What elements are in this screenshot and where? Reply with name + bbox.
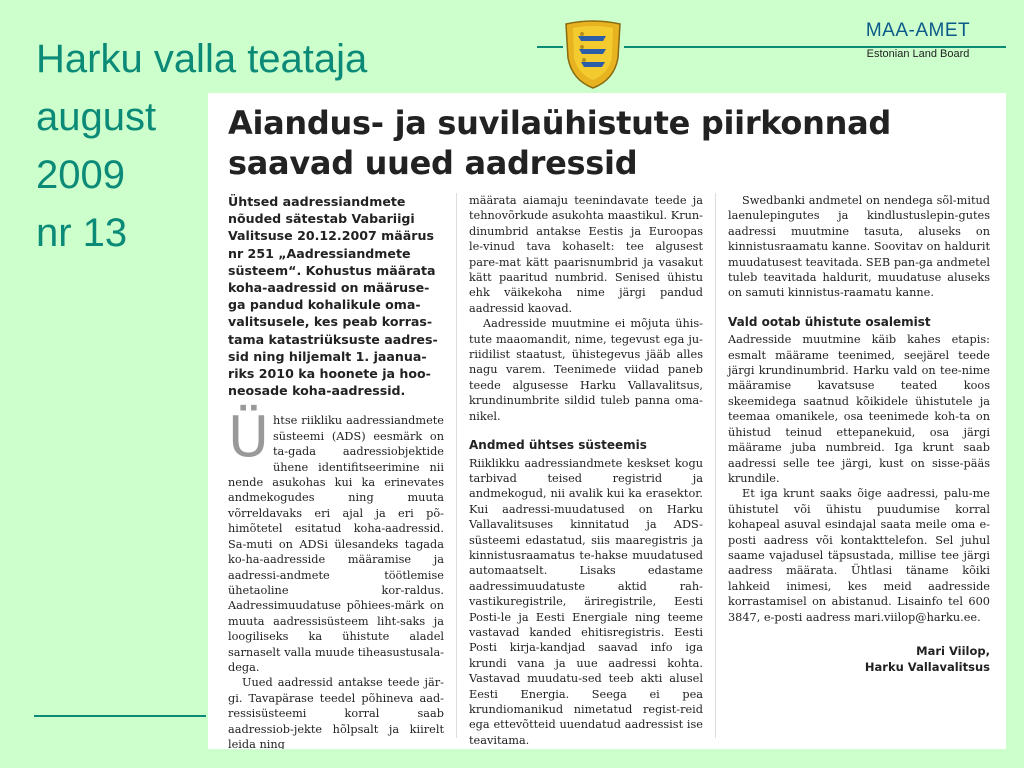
column-divider: [715, 193, 716, 738]
article-headline: [228, 103, 988, 183]
article-column-3: [728, 193, 990, 675]
article-paragraph: Swedbanki andmetel on nendega sõl-mitud laenulepingutes ja kindlustuslepin-gutes aadressi muutmine tasuta, aluseks on kinnistusraamatu kanne. Soovitav on haldurit muudatusest teavitada. SEB pan-ga andmetel tuleb teavitada haldurit, muudatuse aluseks on samuti kinnistus-raamatu kanne.: [728, 194, 990, 300]
paragraph-text: htse riikliku aadressiandmete süsteemi (ADS) eesmärk on ta-gada aadressiobjektide ühene identifitseerimine nii nende asukohas kui ka erinevates andmekogudes ning muuta võrreldavaks eri ajal ja eri põ-himõtetel esitatud koha-aadressid. Sa-muti on ADSi ülesandeks tagada ko-ha-aadresside määramise ja aadressi-andmete töötlemise ühetaoline kor-raldus. Aadressimuudatuse põhiees-märk on muuta aadressisüsteem liht-saks ja loogiliseks ka ühistute aladel sarnaselt valla muude tiheasustusala-dega.: [228, 414, 444, 674]
headline-line-1: Aiandus- ja suvilaühistute piirkonnad: [228, 104, 891, 142]
slide-title-line-3: 2009: [36, 153, 125, 197]
logo-name: MAA-AMET: [865, 20, 971, 41]
section-heading: Andmed ühtses süsteemis: [469, 438, 647, 453]
author-name: Mari Viilop,: [916, 643, 990, 658]
maa-amet-logo: [808, 20, 1008, 60]
column-divider: [456, 193, 457, 738]
footer-rule: [34, 715, 206, 717]
newspaper-clipping: [208, 93, 1006, 749]
article-column-1: [228, 193, 444, 749]
article-column-2: [469, 193, 703, 748]
article-paragraph: Uued aadressid antakse teede jär-gi. Tavapärase teedel põhineva aad-ressisüsteemi korral saab aadressiob-jekte hõlpsalt ja kiirelt leida ning: [228, 676, 444, 749]
article-paragraph: [228, 405, 444, 675]
author-organization: Harku Vallavalitsus: [864, 659, 990, 674]
drop-cap: Ü: [228, 405, 269, 471]
slide-title-line-2: august: [36, 95, 157, 139]
slide-title-line-4: nr 13: [36, 211, 128, 255]
article-signature: [728, 643, 990, 675]
article-paragraph: Aadresside muutmine käib kahes etapis: esmalt määrame teenimed, seejärel teede järgi krundinumbrid. Harku vald on tee-nime määramise kavatsuse teated koos skeemidega saatnud kõikidele ühistutele ja teemaa omanikele, osa teenimede koh-ta on ühistud teinud ettepanekuid, osa järgi määrame juba numbreid. Iga krunt saab aadressi selle tee järgi, kust on sisse-pääs krundile.: [728, 333, 990, 485]
article-lead: Ühtsed aadressiandmete nõuded sätestab Vabariigi Valitsuse 20.12.2007 määrus nr 251 „Aadressiandmete süsteem“. Kohustus määrata koha-aadressid on määruse-ga pandud kohalikule oma-valitsusele, kes peab korras-tama katastriüksuste aadres-sid ning hiljemalt 1. jaanua-riks 2010 ka hoonete ja hoo-neosade koha-aadressid.: [228, 194, 438, 399]
headline-line-2: saavad uued aadressid: [228, 144, 638, 182]
article-paragraph: Et iga krunt saaks õige aadressi, palu-me ühistutel või ühistu puudumise korral kohapeal asuval esindajal saata meile oma e-posti aadress või kontakttelefon. Sel juhul saame vajadusel täpsustada, millise tee järgi aadress määrata. Ühtlasi täname kõiki lahkeid inimesi, kes meid aadresside korrastamisel on abistanud. Lisainfo tel 600 3847, e-posti aadress mari.viilop@harku.ee.: [728, 487, 990, 624]
header-rule-left: [537, 46, 563, 48]
estonian-coat-of-arms-icon: [562, 18, 624, 90]
slide-title-line-1: Harku valla teataja: [36, 37, 368, 81]
article-paragraph: määrata aiamaju teenindavate teede ja tehnovõrkude asukohta maastikul. Krun-dinumbrid antakse Eestis ja Euroopas le-vinud tava kohaselt: tee algusest pare-mat kätt paarisnumbrid ja vasakut kätt paaritud numbrid. Senised ühistu ehk väikekoha nime järgi pandud aadressid kaovad.: [469, 194, 703, 315]
logo-subtitle: Estonian Land Board: [866, 48, 970, 60]
section-heading: Vald ootab ühistute osalemist: [728, 314, 931, 329]
article-paragraph: Riiklikku aadressiandmete keskset kogu tarbivad teised registrid ja andmekogud, nii avalik kui ka erasektor. Kui aadressi-muudatused on Harku Vallavalitsuses kinnitatud ja ADS-süsteemi edastatud, siis maaregistris ja kinnistusraamatus te-hakse muudatused automaatselt. Lisaks edastame aadressimuudatuste aktid rah-vastikuregistrile, äriregistrile, Eesti Posti-le ja Eesti Energiale ning teeme vastavad kanded ehitisregistris. Eesti Posti kirja-kandjad saavad info iga krundi vana ja uue aadressi kohta. Vastavad muudatu-sed teeb akti alusel Eesti Energia. Seega ei pea krundiomanikud nimetatud regist-reid ega ettevõtteid uuendatud aadressist ise teavitama.: [469, 456, 703, 747]
article-paragraph: Aadresside muutmine ei mõjuta ühis-tute maaomandit, nime, tegevust ega ju-riidilist staatust, ühistegevus jääb alles nagu varem. Teenimede viidad paneb teede algusesse Harku Vallavalitsus, krundinumbrite sildid tuleb panna oma-nikel.: [469, 317, 703, 423]
